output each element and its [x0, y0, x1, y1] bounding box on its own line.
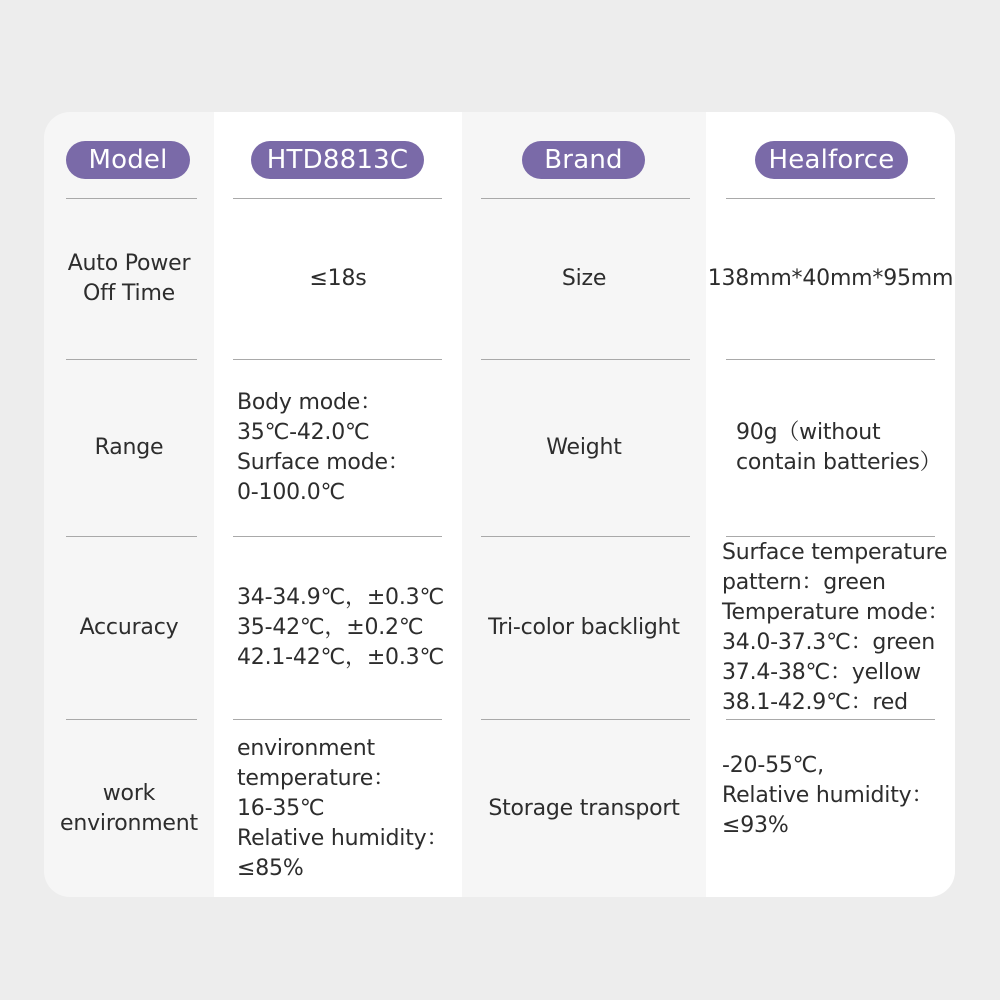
spec-label: work environment — [60, 780, 198, 836]
spec-label: Tri-color backlight — [488, 615, 680, 640]
spec-value: Surface temperature pattern：green Temperature mode： 34.0-37.3℃：green 37.4-38℃：yellow 38.1-42.9℃：red — [722, 540, 950, 715]
spec-card — [44, 112, 955, 897]
spec-label: Auto Power Off Time — [67, 251, 191, 306]
spec-value: ≤18s — [309, 266, 367, 291]
spec-value: 34-34.9℃，±0.3℃ 35-42℃，±0.2℃ 42.1-42℃，±0.3℃ — [237, 585, 444, 670]
spec-label: Size — [561, 266, 607, 291]
spec-value: environment temperature： 16-35℃ Relative humidity： ≤85% — [237, 735, 449, 881]
spec-value: 90g（without contain batteries） — [736, 420, 942, 475]
spec-label: Range — [94, 435, 164, 460]
spec-label: Storage transport — [488, 795, 680, 821]
spec-value: -20-55℃, Relative humidity： ≤93% — [722, 752, 934, 838]
spec-label: Weight — [546, 435, 622, 460]
spec-value: Body mode： 35℃-42.0℃ Surface mode： 0-100.0℃ — [237, 390, 410, 505]
brand-value-pill: Healforce — [755, 141, 908, 179]
spec-value: 138mm*40mm*95mm — [707, 266, 954, 291]
brand-label-pill: Brand — [522, 141, 645, 179]
model-label-pill: Model — [66, 141, 190, 179]
spec-label: Accuracy — [79, 615, 179, 640]
model-value-pill: HTD8813C — [251, 141, 424, 179]
